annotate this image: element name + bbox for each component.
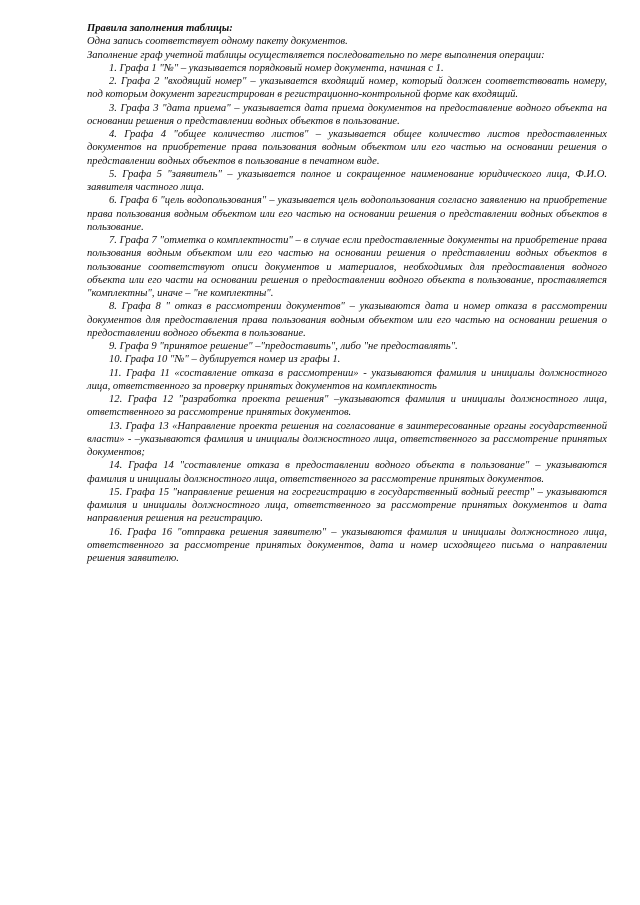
rule-item-1: 1. Графа 1 "№" – указывается порядковый номер документа, начиная с 1. xyxy=(109,62,444,74)
rule-item-13: 13. Графа 13 «Направление проекта решения на согласование в заинтересованные органы государственной власти» - –указываются фамилия и инициалы должностного лица, ответственного за рассмотрение принятых документов; xyxy=(87,420,607,458)
rule-item-12: 12. Графа 12 "разработка проекта решения" –указываются фамилия и инициалы должностного лица, ответственного за рассмотрение принятых документов. xyxy=(87,394,607,419)
rule-item-7: 7. Графа 7 "отметка о комплектности" – в случае если предоставленные документы на приобретение права пользования водным объектом или его частью на основании решения о представлении водных объектов в пользование соответствуют описи документов и материалов, необходимых для предоставления водного объекта или его части на основании решения о предоставлении водного объекта в пользование, проставляется "комплектны", иначе – "не комплектны". xyxy=(87,235,607,299)
intro-line-1: Одна запись соответствует одному пакету документов. xyxy=(87,36,348,48)
rule-item-15: 15. Графа 15 "направление решения на госрегистрацию в государственный водный реестр" – указываются фамилия и инициалы должностного лица, ответственного за рассмотрение принятых документов и дата направления решения на регистрацию. xyxy=(87,486,607,525)
rule-item-2: 2. Графа 2 "входящий номер" – указывается входящий номер, который должен соответствовать номеру, под которым документ зарегистрирован в регистрационно-контрольной форме как входящий. xyxy=(87,76,607,101)
rule-item-9: 9. Графа 9 "принятое решение" –"предоставить", либо "не предоставлять". xyxy=(109,341,458,352)
rule-item-14: 14. Графа 14 "составление отказа в предоставлении водного объекта в пользование" – указываются фамилия и инициалы должностного лица, ответственного за рассмотрение принятых документов. xyxy=(87,460,607,485)
rule-item-4: 4. Графа 4 "общее количество листов" – указывается общее количество листов предоставленных документов на приобретение права пользования водным объектом или его частью на основании решения о представлении водных объектов в пользование в печатном виде. xyxy=(87,129,607,167)
rule-item-3: 3. Графа 3 "дата приема" – указывается дата приема документов на предоставление водного объекта на основании решения о представлении водных объектов в пользование. xyxy=(87,102,607,127)
rule-item-10: 10. Графа 10 "№" – дублируется номер из графы 1. xyxy=(109,354,341,366)
rule-item-16: 16. Графа 16 "отправка решения заявителю" – указываются фамилия и инициалы должностного лица, ответственного за рассмотрение принятых документов, дата и номер исходящего письма о направлении решения заявителю. xyxy=(87,526,607,564)
document-body xyxy=(87,22,607,565)
rule-item-6: 6. Графа 6 "цель водопользования" – указывается цель водопользования согласно заявлению на приобретение права пользования водным объектом или его частью на основании решения о представлении водных объектов в пользование. xyxy=(87,195,607,233)
document-title: Правила заполнения таблицы: xyxy=(87,23,233,34)
intro-line-2: Заполнение граф учетной таблицы осуществляется последовательно по мере выполнения операции: xyxy=(87,49,545,61)
rule-item-11: 11. Графа 11 «составление отказа в рассмотрении» - указываются фамилия и инициалы должностного лица, ответственного за проверку принятых документов на комплектность xyxy=(87,367,607,392)
rule-item-5: 5. Графа 5 "заявитель" – указывается полное и сокращенное наименование юридического лица, Ф.И.О. заявителя частного лица. xyxy=(87,168,607,193)
rule-item-8: 8. Графа 8 " отказ в рассмотрении документов" – указываются дата и номер отказа в рассмотрении документов для предоставления права пользования водным объектом или его частью на основании решения о предоставлении водного объекта в пользование. xyxy=(87,301,607,339)
